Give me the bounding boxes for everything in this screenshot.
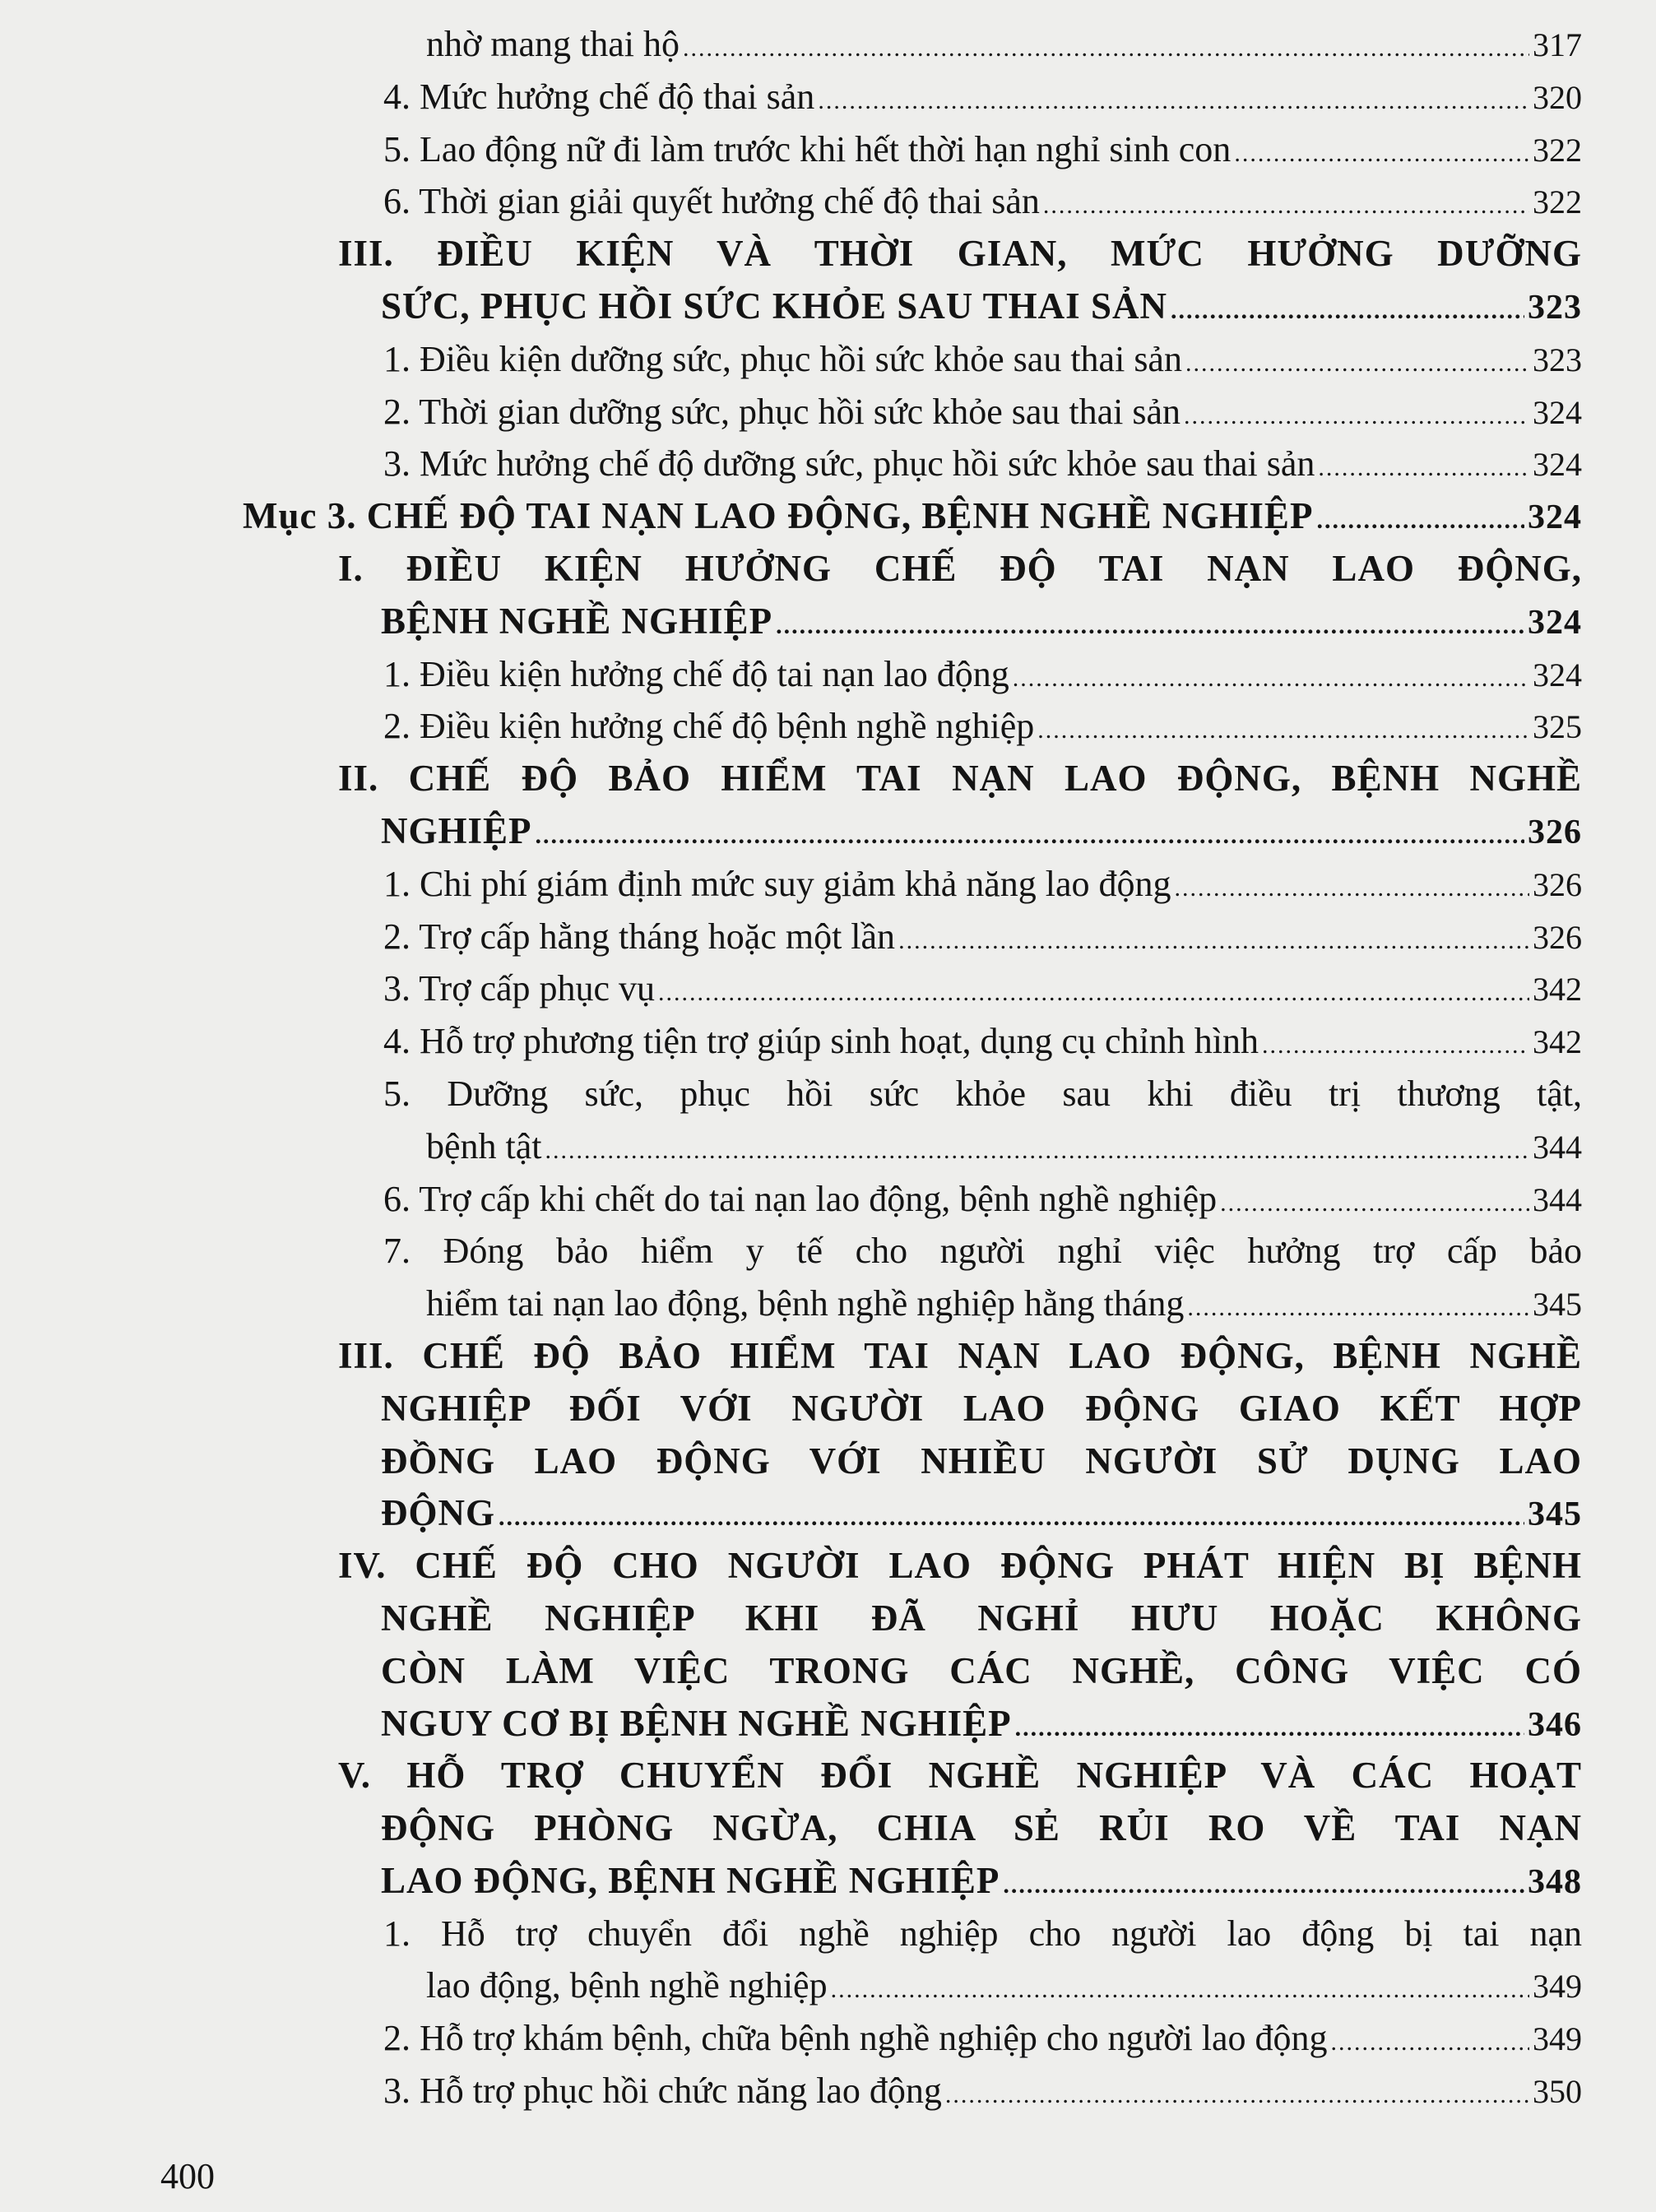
toc-page-number: 325 [1533,708,1582,746]
toc-entry [338,228,1582,333]
toc-page-number: 326 [1528,813,1582,851]
toc-entry-line [383,1120,1582,1173]
toc-entry-line [383,333,1582,386]
toc-entry-line [383,1173,1582,1226]
dot-leader [776,600,1524,652]
toc-entry-text: II. CHẾ ĐỘ BẢO HIỂM TAI NẠN LAO ĐỘNG, BỆNH NGHỀ [338,758,1582,800]
toc-page-number: 317 [1533,26,1582,63]
toc-entry-text: 1. Điều kiện dưỡng sức, phục hồi sức khỏe sau thai sản [383,338,1182,379]
toc-entry [383,2065,1582,2117]
toc-entry-text: NGHỀ NGHIỆP KHI ĐÃ NGHỈ HƯU HOẶC KHÔNG [381,1597,1582,1639]
toc-entry-text: BỆNH NGHỀ NGHIỆP [381,600,773,642]
toc-page-number: 344 [1533,1180,1582,1218]
dot-leader [1043,179,1529,232]
dot-leader [658,967,1529,1019]
toc-entry-text: 2. Thời gian dưỡng sức, phục hồi sức khỏe sau thai sản [383,391,1181,432]
toc-page-number: 344 [1533,1128,1582,1166]
toc-page-number: 320 [1533,78,1582,116]
dot-leader [898,915,1529,967]
toc-entry-text: ĐỘNG [381,1492,495,1534]
toc-entry [383,858,1582,911]
toc-entry [338,753,1582,858]
toc-entry-line [338,1750,1582,1802]
toc-entry-line [383,2065,1582,2117]
page-number: 400 [160,2156,215,2196]
toc-page-number: 326 [1533,865,1582,903]
dot-leader [1015,1702,1524,1755]
toc-entry-text: 3. Mức hưởng chế độ dưỡng sức, phục hồi sức khỏe sau thai sản [383,443,1315,485]
toc-entry-text: IV. CHẾ ĐỘ CHO NGƯỜI LAO ĐỘNG PHÁT HIỆN BỊ BỆNH [338,1545,1582,1587]
toc-entry [383,2012,1582,2065]
toc-page-number: 345 [1533,1286,1582,1324]
toc-entry [383,175,1582,228]
toc-entry-line [338,1593,1582,1645]
toc-entry [338,543,1582,648]
toc-entry-text: ĐỘNG PHÒNG NGỪA, CHIA SẺ RỦI RO VỀ TAI NẠN [381,1807,1582,1849]
toc-page-number: 342 [1533,1023,1582,1061]
toc-entry-line [383,858,1582,911]
toc-entry-line [383,175,1582,228]
toc-entry-line [383,1225,1582,1278]
toc-entry-line [338,1435,1582,1488]
dot-leader [1234,128,1529,180]
toc-page-number: 348 [1528,1862,1582,1901]
dot-leader [1013,652,1529,705]
toc-entry [426,18,1582,71]
toc-entry-line [338,1330,1582,1383]
toc-page-number: 323 [1528,288,1582,327]
toc-entry [383,123,1582,176]
toc-entry [338,1750,1582,1907]
dot-leader [1316,494,1524,547]
toc-entry [338,1330,1582,1540]
toc-entry-line [338,1383,1582,1435]
toc-entry-text: NGHIỆP [381,809,532,851]
toc-entry-text: SỨC, PHỤC HỒI SỨC KHỎE SAU THAI SẢN [381,285,1167,327]
toc-entry-line [383,911,1582,963]
toc-entry-text: NGUY CƠ BỊ BỆNH NGHỀ NGHIỆP [381,1702,1012,1744]
dot-leader [1262,1019,1529,1072]
toc-entry-line [383,1278,1582,1330]
toc-entry [383,1908,1582,2013]
toc-page-number: 345 [1528,1496,1582,1534]
dot-leader [1185,337,1529,390]
toc-entry-text: 2. Hỗ trợ khám bệnh, chữa bệnh nghề nghiệp cho người lao động [383,2018,1328,2059]
toc-entry-line [383,1015,1582,1068]
toc-page-number: 349 [1533,1968,1582,2006]
toc-entry-line [338,228,1582,281]
toc-entry [383,962,1582,1015]
toc-entry-text: ĐỒNG LAO ĐỘNG VỚI NHIỀU NGƯỜI SỬ DỤNG LAO [381,1440,1582,1482]
toc-entry-line [426,18,1582,71]
toc-entry-text: V. HỖ TRỢ CHUYỂN ĐỔI NGHỀ NGHIỆP VÀ CÁC HOẠT [338,1755,1582,1797]
toc-entry-line [338,1802,1582,1855]
toc-entry-line [383,438,1582,490]
toc-entry-line [383,123,1582,176]
toc-entry-line [338,1540,1582,1593]
dot-leader [831,1964,1529,2016]
toc-entry-text: NGHIỆP ĐỐI VỚI NGƯỜI LAO ĐỘNG GIAO KẾT HỢP [381,1387,1582,1429]
toc-entry-text: 1. Chi phí giám định mức suy giảm khả năng lao động [383,863,1171,904]
toc-entry [243,490,1582,543]
toc-entry-line [338,543,1582,596]
toc-page-number: 342 [1533,971,1582,1009]
toc-entry-line [338,1855,1582,1908]
toc-page-number: 350 [1533,2073,1582,2111]
toc-page-number: 346 [1528,1705,1582,1744]
toc-entry-text: 2. Điều kiện hưởng chế độ bệnh nghề nghiệp [383,706,1035,747]
toc-entry-text: Mục 3. CHẾ ĐỘ TAI NẠN LAO ĐỘNG, BỆNH NGHỀ NGHIỆP [243,495,1314,537]
toc-entry-text: CÒN LÀM VIỆC TRONG CÁC NGHỀ, CÔNG VIỆC CÓ [381,1649,1582,1691]
toc-entry [383,648,1582,701]
toc-entry-text: 5. Dưỡng sức, phục hồi sức khỏe sau khi điều trị thương tật, [383,1073,1582,1114]
dot-leader [1184,390,1529,443]
toc-entry-text: 1. Hỗ trợ chuyển đổi nghề nghiệp cho người lao động bị tai nạn [383,1913,1582,1954]
toc-entry [383,438,1582,490]
toc-entry-line [383,962,1582,1015]
toc-entry-text: 4. Mức hưởng chế độ thai sản [383,76,815,117]
dot-leader [1037,704,1529,757]
dot-leader [1175,862,1529,915]
toc-entry-line [243,490,1582,543]
toc-entry-line [338,805,1582,858]
toc-page-number: 349 [1533,2020,1582,2058]
toc-page-number: 323 [1533,341,1582,378]
toc-entry [383,911,1582,963]
dot-leader [818,75,1529,128]
table-of-contents [0,18,1656,2117]
toc-entry-text: hiểm tai nạn lao động, bệnh nghề nghiệp hằng tháng [426,1283,1185,1324]
dot-leader [1187,1282,1529,1334]
toc-entry [383,700,1582,753]
toc-entry-line [338,281,1582,333]
dot-leader [545,1125,1529,1177]
toc-entry-line [383,1908,1582,1960]
dot-leader [1171,285,1524,337]
toc-entry [383,1068,1582,1173]
dot-leader [1331,2016,1529,2069]
toc-entry-line [338,1487,1582,1540]
dot-leader [536,809,1524,862]
toc-entry-text: 1. Điều kiện hưởng chế độ tai nạn lao động [383,653,1009,694]
toc-entry-text: 7. Đóng bảo hiểm y tế cho người nghỉ việc hưởng trợ cấp bảo [383,1231,1582,1272]
toc-entry-text: 2. Trợ cấp hằng tháng hoặc một lần [383,916,896,957]
toc-page-number: 324 [1533,656,1582,693]
dot-leader [1003,1859,1524,1912]
toc-entry [383,1173,1582,1226]
toc-page-number: 326 [1533,918,1582,956]
toc-page-number: 324 [1528,603,1582,642]
toc-page-number: 322 [1533,131,1582,169]
toc-entry-line [383,648,1582,701]
toc-entry-text: LAO ĐỘNG, BỆNH NGHỀ NGHIỆP [381,1859,1000,1901]
toc-entry-text: bệnh tật [426,1125,542,1166]
toc-entry-text: I. ĐIỀU KIỆN HƯỞNG CHẾ ĐỘ TAI NẠN LAO ĐỘNG, [338,547,1582,589]
toc-entry-line [338,753,1582,805]
dot-leader [1318,442,1529,494]
toc-entry-line [383,71,1582,123]
toc-entry [338,1540,1582,1750]
toc-entry [383,1225,1582,1330]
toc-entry-text: III. CHẾ ĐỘ BẢO HIỂM TAI NẠN LAO ĐỘNG, BỆNH NGHỀ [338,1334,1582,1376]
dot-leader [683,22,1529,75]
toc-page-number: 324 [1533,446,1582,484]
toc-page-number: 324 [1533,393,1582,431]
toc-entry-text: 5. Lao động nữ đi làm trước khi hết thời hạn nghỉ sinh con [383,128,1232,169]
toc-entry [383,386,1582,438]
toc-entry-text: III. ĐIỀU KIỆN VÀ THỜI GIAN, MỨC HƯỞNG DƯỠNG [338,233,1582,275]
toc-entry-text: 6. Trợ cấp khi chết do tai nạn lao động, bệnh nghề nghiệp [383,1178,1218,1219]
toc-entry-text: lao động, bệnh nghề nghiệp [426,1965,828,2006]
toc-entry-line [383,2012,1582,2065]
toc-entry-line [338,596,1582,648]
toc-entry [383,71,1582,123]
toc-entry-line [338,1645,1582,1698]
toc-entry-line [383,1068,1582,1120]
toc-entry [383,333,1582,386]
toc-page-number: 324 [1528,499,1582,537]
dot-leader [1220,1177,1529,1230]
toc-entry-line [383,386,1582,438]
toc-entry-line [338,1698,1582,1751]
toc-page-number: 322 [1533,183,1582,221]
toc-entry-line [383,1959,1582,2012]
dot-leader [945,2069,1529,2122]
toc-entry-text: 3. Hỗ trợ phục hồi chức năng lao động [383,2071,942,2112]
toc-entry [383,1015,1582,1068]
toc-entry-line [383,700,1582,753]
toc-entry-text: nhờ mang thai hộ [426,24,680,64]
toc-entry-text: 6. Thời gian giải quyết hưởng chế độ thai sản [383,181,1040,222]
dot-leader [499,1491,1524,1544]
toc-entry-text: 3. Trợ cấp phục vụ [383,968,656,1009]
toc-entry-text: 4. Hỗ trợ phương tiện trợ giúp sinh hoạt, dụng cụ chỉnh hình [383,1021,1259,1062]
